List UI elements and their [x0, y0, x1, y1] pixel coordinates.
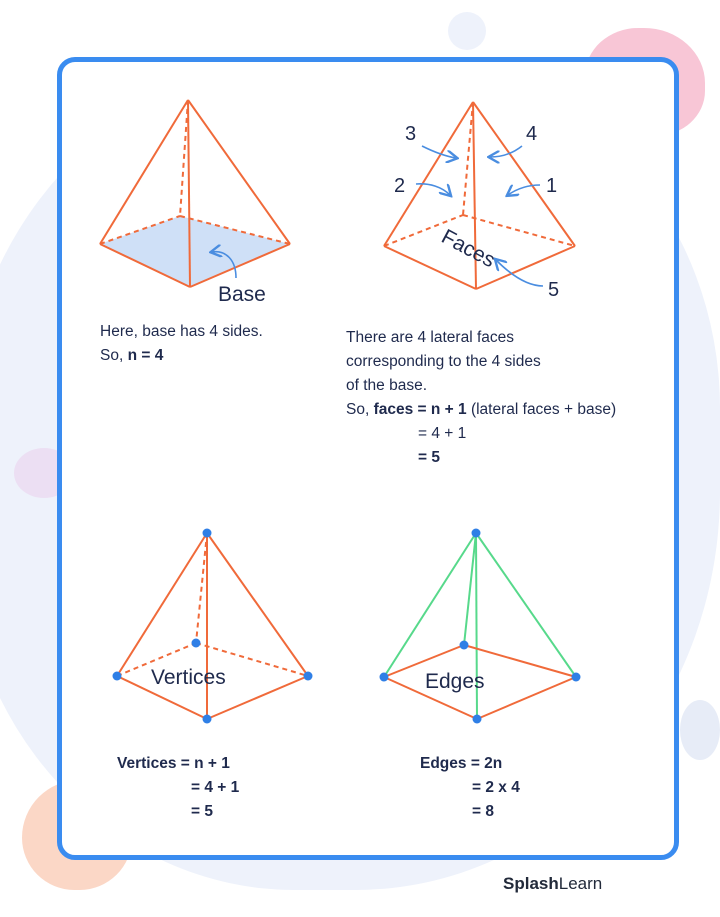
faces-formula [346, 398, 616, 422]
brand-bold: Splash [503, 874, 559, 893]
base-explanation [100, 320, 263, 368]
faces-formula-bold: faces = n + 1 [373, 401, 467, 418]
faces-text-line3: of the base. [346, 377, 428, 394]
base-label: Base [218, 283, 266, 306]
apex-vertex [203, 529, 212, 538]
left-vertex [113, 672, 122, 681]
base-text-line2 [100, 344, 263, 368]
front-vertex [203, 715, 212, 724]
base-text-prefix: So, [100, 347, 128, 364]
faces-formula-prefix: So, [346, 401, 374, 418]
faces-text-line1: There are 4 lateral faces [346, 329, 515, 346]
pyramid-base-figure [100, 100, 290, 306]
faces-text-line2: corresponding to the 4 sides [346, 353, 541, 370]
faces-step1: = 4 + 1 [418, 425, 467, 442]
vertices-line3: = 5 [191, 803, 213, 820]
vertices-label: Vertices [151, 666, 226, 689]
base-text-line1: Here, base has 4 sides. [100, 323, 263, 340]
faces-explanation [346, 326, 616, 470]
vertices-formula [117, 752, 239, 824]
face-number-2: 2 [394, 175, 406, 197]
edges-left-vertex [380, 673, 389, 682]
pyramid-edges-figure [380, 529, 581, 724]
face-number-1: 1 [546, 175, 558, 197]
edges-label: Edges [425, 670, 485, 693]
edges-line3: = 8 [472, 803, 494, 820]
faces-label: Faces [437, 225, 499, 273]
vertices-line1: Vertices = n + 1 [117, 755, 230, 772]
faces-formula-note: (lateral faces + base) [466, 401, 617, 418]
edges-line1: Edges = 2n [420, 755, 503, 772]
back-vertex [192, 639, 201, 648]
base-face [100, 216, 290, 287]
brand-light: Learn [558, 874, 603, 893]
edges-right-vertex [572, 673, 581, 682]
face-number-5: 5 [548, 279, 560, 301]
face-number-4: 4 [526, 123, 538, 145]
edges-back-vertex [460, 641, 469, 650]
brand-logo [503, 874, 602, 894]
base-text-bold: n = 4 [127, 347, 164, 364]
vertices-line2: = 4 + 1 [191, 779, 240, 796]
face-number-3: 3 [405, 123, 417, 145]
edges-apex-vertex [472, 529, 481, 538]
right-vertex [304, 672, 313, 681]
pyramid-vertices-figure [113, 529, 313, 724]
edges-front-vertex [473, 715, 482, 724]
edges-formula [420, 752, 520, 824]
faces-step2: = 5 [418, 449, 440, 466]
pyramid-faces-figure [384, 102, 575, 301]
edges-line2: = 2 x 4 [472, 779, 520, 796]
